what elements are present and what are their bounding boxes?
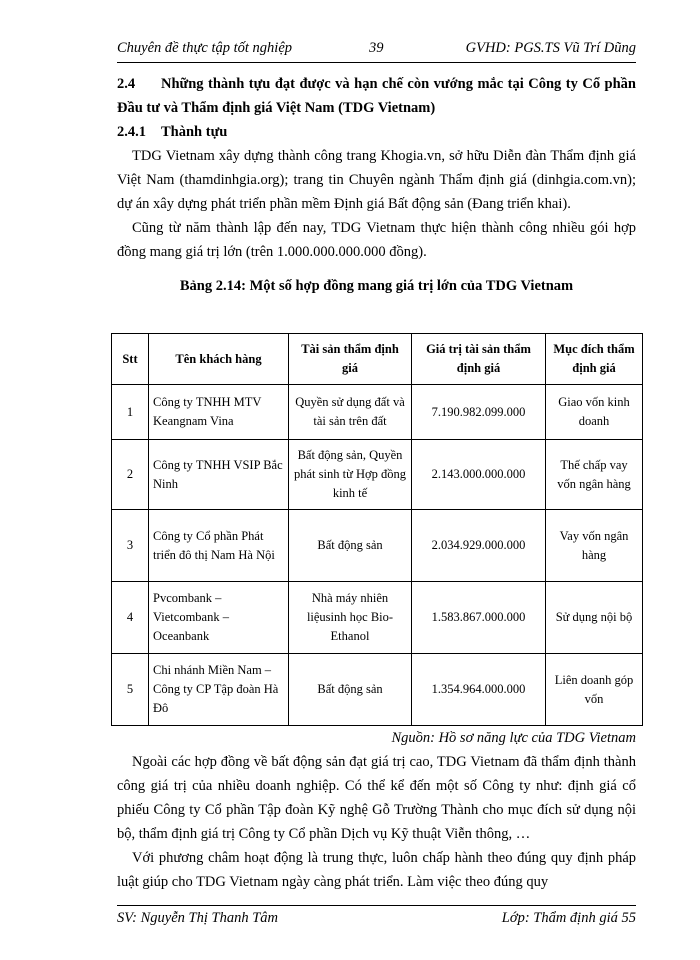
- paragraph: Với phương châm hoạt động là trung thực, luôn chấp hành theo đúng quy định pháp luật giúp cho TDG Vietnam ngày càng phát triển. Làm việc theo đúng quy: [117, 850, 636, 890]
- table-row: [112, 510, 643, 582]
- table-header-row: [112, 334, 643, 385]
- cell-client: Công ty TNHH VSIP Bắc Ninh: [149, 440, 289, 510]
- contracts-table: [111, 333, 643, 726]
- column-header: Tài sản thẩm định giá: [289, 334, 412, 385]
- cell-value: 2.034.929.000.000: [412, 510, 546, 582]
- subsection-title: Thành tựu: [161, 124, 228, 140]
- cell-client: Công ty Cổ phần Phát triển đô thị Nam Hà Nội: [149, 510, 289, 582]
- header-course-title: Chuyên đề thực tập tốt nghiệp: [117, 40, 293, 56]
- table-row: [112, 385, 643, 440]
- footer-class: Lớp: Thẩm định giá 55: [501, 910, 636, 926]
- footer-student: SV: Nguyễn Thị Thanh Tâm: [117, 910, 278, 926]
- cell-client: Pvcombank – Vietcombank – Oceanbank: [149, 582, 289, 654]
- cell-purpose: Liên doanh góp vốn: [546, 654, 643, 726]
- table-row: [112, 440, 643, 510]
- table-source: Nguồn: Hồ sơ năng lực của TDG Vietnam: [391, 730, 636, 746]
- cell-stt: 4: [112, 582, 149, 654]
- column-header: Mục đích thẩm định giá: [546, 334, 643, 385]
- paragraph: TDG Vietnam xây dựng thành công trang Khogia.vn, sở hữu Diễn đàn Thẩm định giá Việt Nam (thamdinhgia.org); trang tin Chuyên ngành Thẩm định giá (dinhgia.com.vn); dự án xây dựng phát triển phần mềm Định giá Bất động sản (Đang triển khai).: [117, 148, 636, 212]
- paragraph: Ngoài các hợp đồng về bất động sản đạt giá trị cao, TDG Vietnam đã thẩm định thành công giá trị của nhiều doanh nghiệp. Có thể kể đến một số Công ty như: định giá cổ phiếu Công ty Cổ phần Tập đoàn Kỹ nghệ Gỗ Trường Thành cho mục đích sử dụng nội bộ, thẩm định giá trị Công ty Cổ phần Dịch vụ Kỹ thuật Viễn thông, …: [117, 754, 636, 842]
- cell-purpose: Vay vốn ngân hàng: [546, 510, 643, 582]
- column-header: Stt: [112, 334, 149, 385]
- cell-asset: Quyền sử dụng đất và tài sản trên đất: [289, 385, 412, 440]
- cell-asset: Bất động sản: [289, 654, 412, 726]
- section-number: 2.4: [117, 76, 136, 92]
- cell-asset: Nhà máy nhiên liệusinh học Bio-Ethanol: [289, 582, 412, 654]
- document-body: [117, 72, 636, 304]
- cell-stt: 3: [112, 510, 149, 582]
- table-row: [112, 654, 643, 726]
- cell-value: 2.143.000.000.000: [412, 440, 546, 510]
- cell-client: Chi nhánh Miền Nam – Công ty CP Tập đoàn Hà Đô: [149, 654, 289, 726]
- column-header: Tên khách hàng: [149, 334, 289, 385]
- table-row: [112, 582, 643, 654]
- cell-stt: 2: [112, 440, 149, 510]
- section-heading: [117, 72, 636, 120]
- cell-purpose: Thế chấp vay vốn ngân hàng: [546, 440, 643, 510]
- cell-client: Công ty TNHH MTV Keangnam Vina: [149, 385, 289, 440]
- cell-purpose: Giao vốn kinh doanh: [546, 385, 643, 440]
- column-header: Giá trị tài sản thẩm định giá: [412, 334, 546, 385]
- page-number: 39: [369, 40, 384, 56]
- header-supervisor: GVHD: PGS.TS Vũ Trí Dũng: [465, 40, 636, 56]
- cell-value: 1.354.964.000.000: [412, 654, 546, 726]
- subsection-number: 2.4.1: [117, 124, 146, 140]
- cell-value: 7.190.982.099.000: [412, 385, 546, 440]
- subsection-heading: [117, 120, 636, 144]
- paragraph: Cũng từ năm thành lập đến nay, TDG Vietnam thực hiện thành công nhiều gói hợp đồng mang giá trị lớn (trên 1.000.000.000.000 đồng).: [117, 220, 636, 260]
- cell-stt: 5: [112, 654, 149, 726]
- cell-asset: Bất động sản, Quyền phát sinh từ Hợp đồng kinh tế: [289, 440, 412, 510]
- section-title: Những thành tựu đạt được và hạn chế còn vướng mắc tại Công ty Cổ phần Đầu tư và Thẩm định giá Việt Nam (TDG Vietnam): [117, 76, 636, 116]
- page-header: [117, 40, 636, 63]
- document-body-continued: [117, 750, 636, 894]
- cell-stt: 1: [112, 385, 149, 440]
- table-caption: Bảng 2.14: Một số hợp đồng mang giá trị lớn của TDG Vietnam: [179, 278, 574, 294]
- cell-purpose: Sử dụng nội bộ: [546, 582, 643, 654]
- cell-value: 1.583.867.000.000: [412, 582, 546, 654]
- page-footer: [117, 905, 636, 928]
- cell-asset: Bất động sản: [289, 510, 412, 582]
